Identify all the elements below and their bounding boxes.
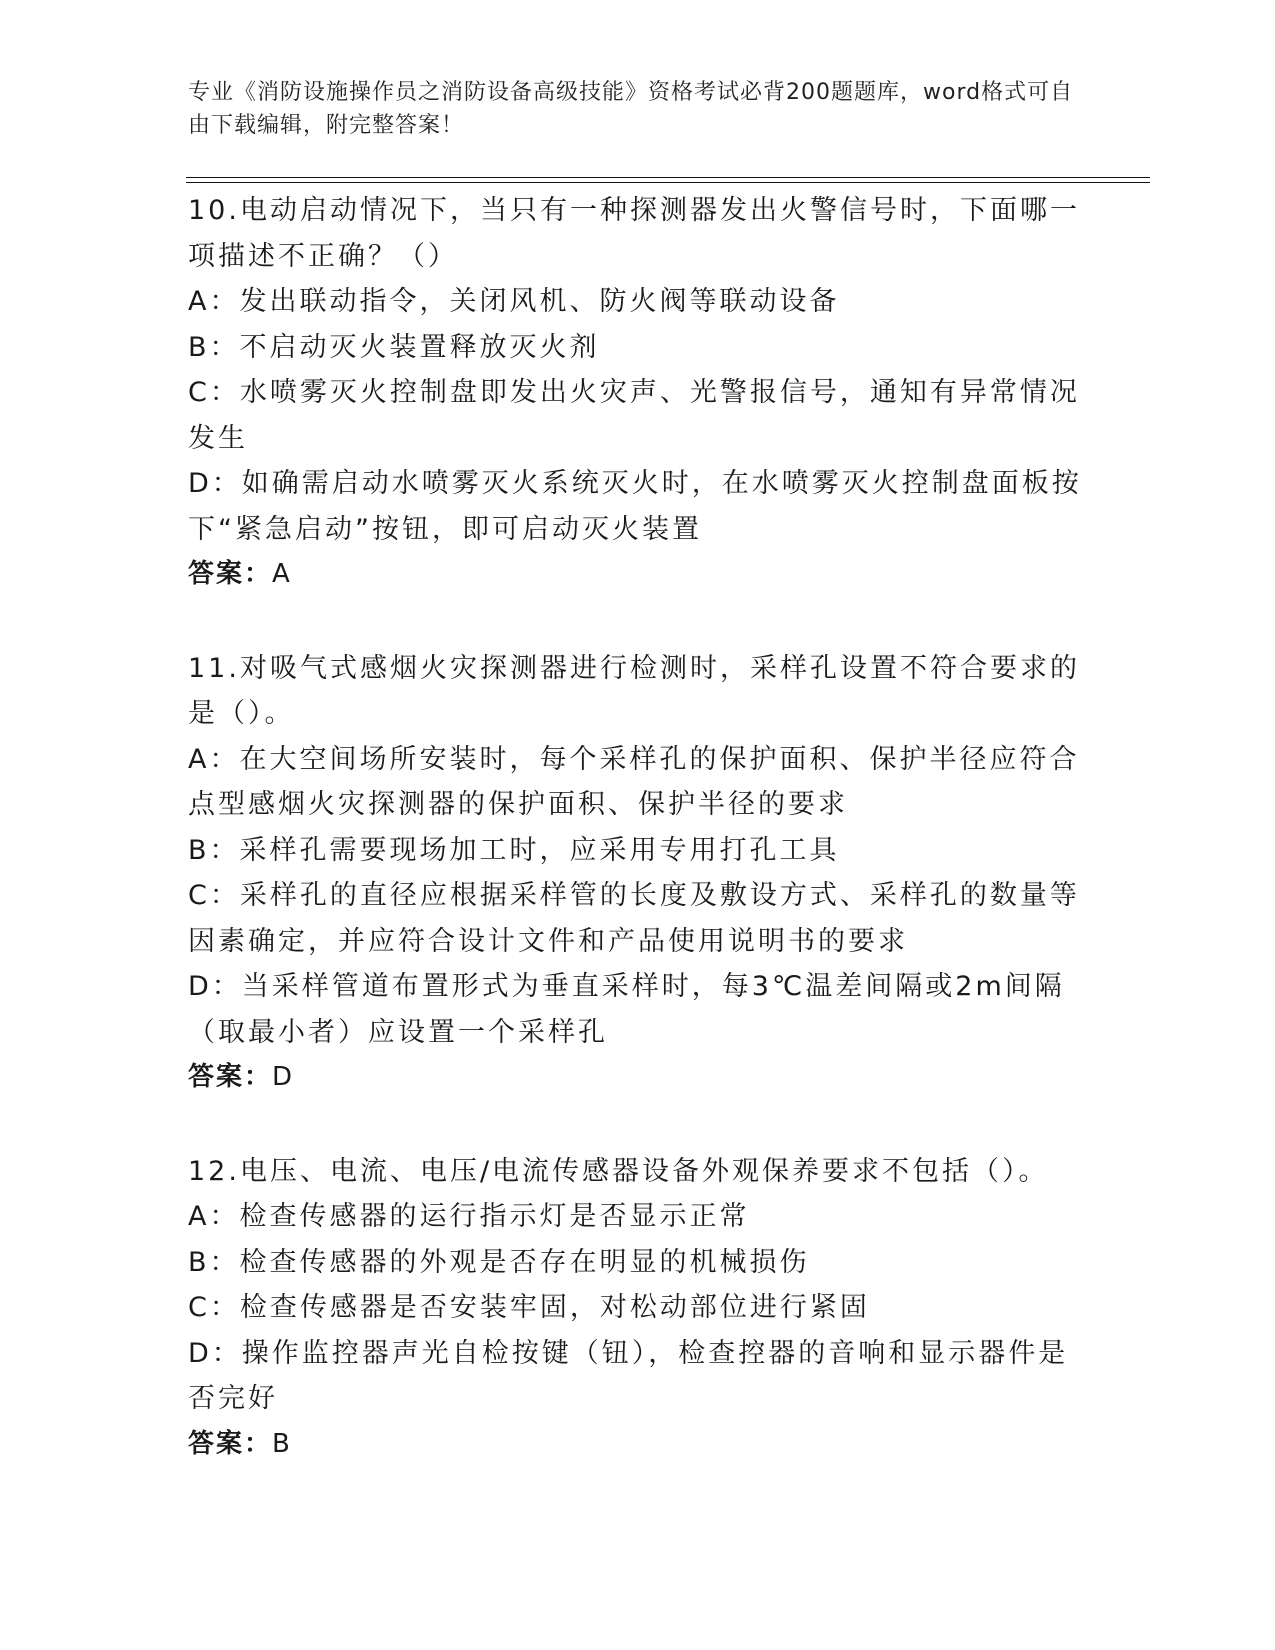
question-11 — [188, 646, 1088, 1101]
answer-label: 答案： — [188, 1428, 273, 1459]
option-d: D：当采样管道布置形式为垂直采样时，每3℃温差间隔或2m间隔（取最小者）应设置一个采样孔 — [188, 971, 1065, 1048]
option-b: B：不启动灭火装置释放灭火剂 — [188, 331, 600, 363]
option-b: B：采样孔需要现场加工时，应采用专用打孔工具 — [188, 834, 840, 866]
answer-value: A — [272, 559, 292, 589]
option-c: C：采样孔的直径应根据采样管的长度及敷设方式、采样孔的数量等因素确定，并应符合设计文件和产品使用说明书的要求 — [188, 880, 1080, 957]
question-list — [188, 188, 1088, 1467]
header-rule-bottom — [186, 182, 1150, 183]
question-12 — [188, 1149, 1088, 1468]
header-rule-top — [186, 177, 1150, 178]
answer — [188, 1422, 1088, 1468]
option-b: B：检查传感器的外观是否存在明显的机械损伤 — [188, 1246, 810, 1278]
option-a: A：发出联动指令，关闭风机、防火阀等联动设备 — [188, 286, 840, 317]
answer — [188, 1055, 1088, 1101]
option-c: C：水喷雾灭火控制盘即发出火灾声、光警报信号，通知有异常情况发生 — [188, 377, 1080, 454]
option-c: C：检查传感器是否安装牢固，对松动部位进行紧固 — [188, 1292, 870, 1323]
document-header: 专业《消防设施操作员之消防设备高级技能》资格考试必背200题题库，word格式可自由下载编辑，附完整答案！ — [188, 80, 1074, 138]
question-10 — [188, 188, 1088, 598]
answer-value: D — [272, 1062, 295, 1092]
option-a: A：在大空间场所安装时，每个采样孔的保护面积、保护半径应符合点型感烟火灾探测器的保护面积、保护半径的要求 — [188, 743, 1080, 820]
question-stem: 12.电压、电流、电压/电流传感器设备外观保养要求不包括（）。 — [188, 1155, 1049, 1187]
answer-label: 答案： — [188, 559, 273, 589]
option-d: D：如确需启动水喷雾灭火系统灭火时，在水喷雾灭火控制盘面板按下“紧急启动”按钮，即可启动灭火装置 — [188, 468, 1082, 545]
question-stem: 11.对吸气式感烟火灾探测器进行检测时，采样孔设置不符合要求的是（）。 — [188, 652, 1080, 729]
option-d: D：操作监控器声光自检按键（钮），检查控器的音响和显示器件是否完好 — [188, 1337, 1069, 1414]
answer-label: 答案： — [188, 1062, 273, 1092]
answer — [188, 552, 1088, 598]
option-a: A：检查传感器的运行指示灯是否显示正常 — [188, 1201, 750, 1232]
answer-value: B — [272, 1428, 292, 1459]
question-stem: 10.电动启动情况下，当只有一种探测器发出火警信号时，下面哪一项描述不正确？（） — [188, 195, 1080, 272]
